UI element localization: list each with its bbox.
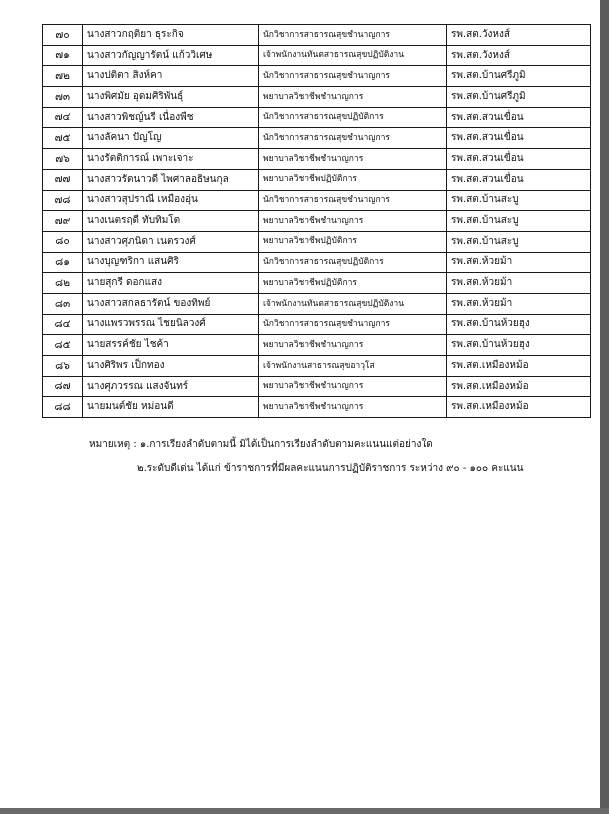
table-row (43, 66, 591, 87)
staff-name: นางรัตติการณ์ เพาะเจาะ (83, 149, 259, 170)
row-number: ๗๔ (43, 107, 83, 128)
staff-unit: รพ.สต.บ้านสะบู (447, 231, 591, 252)
staff-name: นางพิศมัย อุดมศิริพันธุ์ (83, 87, 259, 108)
staff-unit: รพ.สต.สวนเขื่อน (447, 128, 591, 149)
table-row (43, 45, 591, 66)
table-row (43, 149, 591, 170)
row-number: ๗๕ (43, 128, 83, 149)
staff-name: นางบุญฑริกา แสนศิริ (83, 252, 259, 273)
scan-border-bottom (0, 808, 609, 814)
table-row (43, 273, 591, 294)
row-number: ๘๒ (43, 273, 83, 294)
staff-name: นางศุภวรรณ แสงจันทร์ (83, 376, 259, 397)
staff-position: พยาบาลวิชาชีพปฏิบัติการ (259, 231, 447, 252)
staff-unit: รพ.สต.สวนเขื่อน (447, 149, 591, 170)
row-number: ๘๘ (43, 397, 83, 418)
row-number: ๗๙ (43, 211, 83, 232)
row-number: ๗๗ (43, 169, 83, 190)
table-row (43, 190, 591, 211)
staff-position: เจ้าพนักงานสาธารณสุขอาวุโส (259, 356, 447, 377)
table-row (43, 211, 591, 232)
staff-unit: รพ.สต.วังหงส์ (447, 45, 591, 66)
staff-name: นางสาวกฤติยา ธุระกิจ (83, 25, 259, 46)
staff-name: นางลัคนา ปัญโญ (83, 128, 259, 149)
row-number: ๘๖ (43, 356, 83, 377)
staff-name: นายสรรค์ชัย ไชค้า (83, 335, 259, 356)
staff-name: นายสุกรี ดอกแสง (83, 273, 259, 294)
staff-position: พยาบาลวิชาชีพชำนาญการ (259, 397, 447, 418)
table-row (43, 231, 591, 252)
staff-unit: รพ.สต.วังหงส์ (447, 25, 591, 46)
row-number: ๘๔ (43, 314, 83, 335)
note-line-2: ๒.ระดับดีเด่น ได้แก่ ข้าราชการที่มีผลคะแนนการปฏิบัติราชการ ระหว่าง ๙๐ - ๑๐๐ คะแนน (137, 463, 524, 474)
row-number: ๗๒ (43, 66, 83, 87)
staff-name: นางสาวพิชญ์นรี เนื่องพืช (83, 107, 259, 128)
staff-position: นักวิชาการสาธารณสุขชำนาญการ (259, 25, 447, 46)
staff-unit: รพ.สต.ห้วยม้า (447, 252, 591, 273)
staff-unit: รพ.สต.สวนเขื่อน (447, 169, 591, 190)
staff-unit: รพ.สต.ห้วยม้า (447, 293, 591, 314)
staff-name: นายมนต์ชัย หม่อนดี (83, 397, 259, 418)
staff-unit: รพ.สต.บ้านศรีภูมิ (447, 66, 591, 87)
staff-name: นางสาวสุปราณี เหมืองอุ่น (83, 190, 259, 211)
row-number: ๘๐ (43, 231, 83, 252)
row-number: ๗๘ (43, 190, 83, 211)
table-row (43, 314, 591, 335)
staff-position: พยาบาลวิชาชีพชำนาญการ (259, 149, 447, 170)
staff-position: พยาบาลวิชาชีพชำนาญการ (259, 335, 447, 356)
staff-name: นางสาวศุภนิดา เนตรวงศ์ (83, 231, 259, 252)
staff-name: นางเนตรฤดี ทับทิมโต (83, 211, 259, 232)
staff-unit: รพ.สต.บ้านห้วยฮุง (447, 314, 591, 335)
staff-position: พยาบาลวิชาชีพปฏิบัติการ (259, 169, 447, 190)
row-number: ๘๓ (43, 293, 83, 314)
row-number: ๗๐ (43, 25, 83, 46)
note-line-1: หมายเหตุ : ๑.การเรียงลำดับตามนี้ มิได้เป็นการเรียงลำดับตามคะแนนแต่อย่างใด (89, 439, 433, 450)
staff-unit: รพ.สต.เหมืองหม้อ (447, 356, 591, 377)
staff-position: พยาบาลวิชาชีพชำนาญการ (259, 376, 447, 397)
scan-border-right (600, 0, 609, 814)
staff-position: นักวิชาการสาธารณสุขปฏิบัติการ (259, 107, 447, 128)
staff-position: นักวิชาการสาธารณสุขชำนาญการ (259, 128, 447, 149)
row-number: ๘๕ (43, 335, 83, 356)
table-row (43, 128, 591, 149)
staff-table (42, 24, 591, 418)
row-number: ๗๖ (43, 149, 83, 170)
staff-position: นักวิชาการสาธารณสุขชำนาญการ (259, 190, 447, 211)
staff-unit: รพ.สต.สวนเขื่อน (447, 107, 591, 128)
staff-unit: รพ.สต.บ้านห้วยฮุง (447, 335, 591, 356)
row-number: ๗๑ (43, 45, 83, 66)
table-row (43, 25, 591, 46)
staff-table-body (43, 25, 591, 418)
table-row (43, 293, 591, 314)
table-row (43, 107, 591, 128)
staff-name: นางสาวกัญญารัตน์ แก้ววิเศษ (83, 45, 259, 66)
row-number: ๘๗ (43, 376, 83, 397)
staff-position: เจ้าพนักงานทันตสาธารณสุขปฏิบัติงาน (259, 293, 447, 314)
staff-unit: รพ.สต.เหมืองหม้อ (447, 376, 591, 397)
staff-unit: รพ.สต.บ้านสะบู (447, 211, 591, 232)
staff-unit: รพ.สต.บ้านสะบู (447, 190, 591, 211)
staff-position: พยาบาลวิชาชีพปฏิบัติการ (259, 273, 447, 294)
staff-position: นักวิชาการสาธารณสุขปฏิบัติการ (259, 252, 447, 273)
staff-unit: รพ.สต.เหมืองหม้อ (447, 397, 591, 418)
table-row (43, 335, 591, 356)
staff-name: นางศิริพร เป็กทอง (83, 356, 259, 377)
staff-unit: รพ.สต.บ้านศรีภูมิ (447, 87, 591, 108)
table-row (43, 376, 591, 397)
table-row (43, 252, 591, 273)
table-row (43, 169, 591, 190)
staff-position: พยาบาลวิชาชีพชำนาญการ (259, 87, 447, 108)
table-row (43, 87, 591, 108)
staff-position: นักวิชาการสาธารณสุขชำนาญการ (259, 66, 447, 87)
staff-name: นางแพรวพรรณ ไชยนิลวงศ์ (83, 314, 259, 335)
staff-name: นางสาวรัตนาวดี ไพศาลอธิษนกุล (83, 169, 259, 190)
notes-section (89, 433, 569, 481)
staff-position: นักวิชาการสาธารณสุขชำนาญการ (259, 314, 447, 335)
row-number: ๘๑ (43, 252, 83, 273)
row-number: ๗๓ (43, 87, 83, 108)
staff-unit: รพ.สต.ห้วยม้า (447, 273, 591, 294)
table-row (43, 356, 591, 377)
staff-name: นางสาวสกลธารัตน์ ของทิพย์ (83, 293, 259, 314)
table-row (43, 397, 591, 418)
staff-position: เจ้าพนักงานทันตสาธารณสุขปฏิบัติงาน (259, 45, 447, 66)
staff-position: พยาบาลวิชาชีพชำนาญการ (259, 211, 447, 232)
staff-name: นางปติตา สิงห์คา (83, 66, 259, 87)
